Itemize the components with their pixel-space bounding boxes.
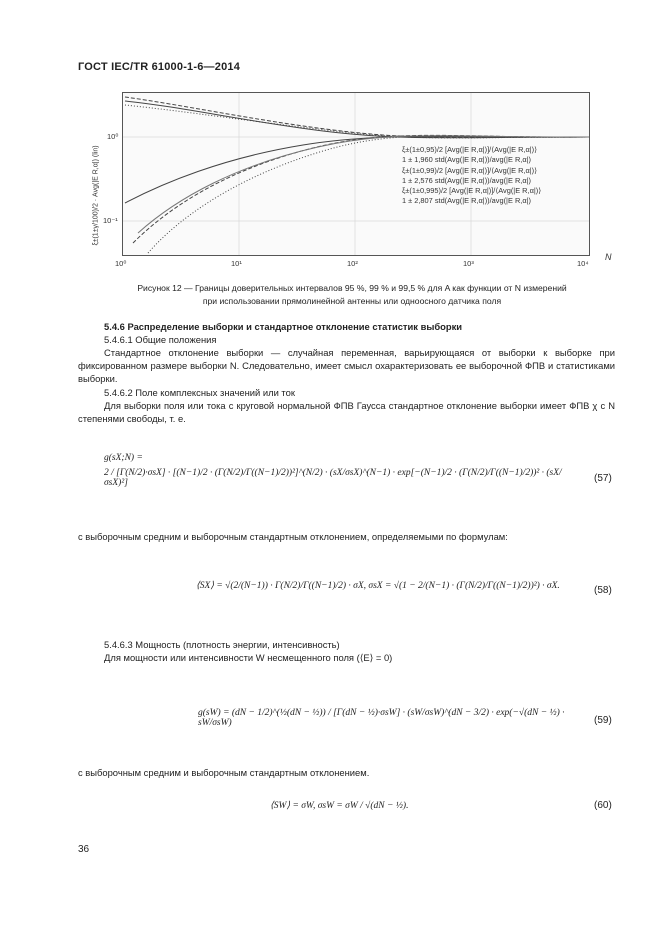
- legend-entry: 1 ± 2,807 std(Avg(|E R,α|))/avg(|E R,α|): [402, 196, 531, 206]
- x-tick-label: 10³: [463, 259, 474, 268]
- equation-58: ⟨SX⟩ = √(2/(N−1)) · Γ(N/2)/Γ((N−1)/2) · σX, σsX = √(1 − 2/(N−1) · (Γ(N/2)/Γ((N−1)/2))²) · σX.: [196, 581, 560, 591]
- legend-entry: ξ±(1±0,995)/2 [Avg(|E R,α|)]/⟨Avg(|E R,α|)⟩: [402, 186, 542, 196]
- paragraph: Стандартное отклонение выборки — случайная переменная, варьирующаяся от выборки к выборке при фиксированном размере выборки N. Следовательно, имеет смысл охарактеризовать ее выборочной ФПВ и статистиками выборки.: [78, 347, 615, 384]
- paragraph: с выборочным средним и выборочным стандартным отклонением.: [78, 767, 370, 778]
- figure-y-axis-label: ξ±(1±γ/100)/2 · Avg(|E R,α|) (lin): [92, 145, 100, 246]
- x-axis-label: N: [605, 252, 612, 262]
- y-tick-label: 10⁰: [107, 132, 119, 141]
- legend-entry: ξ±(1±0,99)/2 [Avg(|E R,α|)]/⟨Avg(|E R,α|)⟩: [402, 165, 538, 175]
- page-number: 36: [78, 844, 90, 855]
- legend-entry: 1 ± 1,960 std(Avg(|E R,α|))/avg(|E R,α|): [402, 155, 531, 165]
- equation-number: (58): [594, 585, 612, 596]
- x-tick-label: 10¹: [231, 259, 242, 268]
- paragraph: Для мощности или интенсивности W несмещенного поля (⟨E⟩ = 0): [104, 652, 393, 663]
- equation-57: 2 / [Γ(N/2)·σsX] · [(N−1)/2 · (Γ(N/2)/Γ((N−1)/2))²]^(N/2) · (sX/σsX)^(N−1) · exp[−(N−1)/2 · (Γ(N/2)/Γ((N−1)/2))² · (sX/σsX)²]: [104, 468, 562, 488]
- figure-caption: Рисунок 12 — Границы доверительных интервалов 95 %, 99 % и 99,5 % для A как функции от N измерений при использовании прямолинейной антенны или одноосного датчика поля: [137, 283, 567, 306]
- section-title: 5.4.6 Распределение выборки и стандартное отклонение статистик выборки: [104, 321, 463, 332]
- document-header: ГОСТ IEC/TR 61000-1-6—2014: [78, 61, 241, 73]
- x-tick-label: 10⁴: [577, 259, 589, 268]
- upper-bound-curve-2: [125, 97, 589, 137]
- paragraph: Для выборки поля или тока с круговой нормальной ФПВ Гаусса стандартное отклонение выборки имеет ФПВ χ с N степенями свободы, т. е.: [78, 400, 615, 424]
- figure-legend: [402, 145, 541, 207]
- equation-number: (57): [594, 473, 612, 484]
- y-tick-label: 10⁻¹: [103, 216, 118, 225]
- legend-entry: ξ±(1±0,95)/2 [Avg(|E R,α|)]/⟨Avg(|E R,α|)⟩: [402, 145, 538, 154]
- x-tick-label: 10²: [347, 259, 358, 268]
- x-tick-label: 10⁰: [115, 259, 127, 268]
- equation-60: ⟨SW⟩ = σW, σsW = σW / √(dN − ½).: [270, 801, 409, 811]
- paragraph: с выборочным средним и выборочным стандартным отклонением, определяемыми по формулам:: [78, 531, 508, 542]
- subsection-title: 5.4.6.1 Общие положения: [104, 334, 217, 345]
- equation-59: g(sW) = (dN − 1/2)^(½(dN − ½)) / [Γ(dN − ½)·σsW] · (sW/σsW)^(dN − 3/2) · exp(−√(dN − ½) · sW/σsW): [198, 708, 565, 728]
- equation-number: (59): [594, 715, 612, 726]
- legend-entry: 1 ± 2,576 std(Avg(|E R,α|))/avg(|E R,α|): [402, 175, 531, 185]
- equation-57-lhs: g(sX;N) =: [104, 453, 143, 463]
- equation-number: (60): [594, 800, 612, 811]
- subsection-title: 5.4.6.2 Поле комплексных значений или ток: [104, 387, 295, 398]
- subsection-title: 5.4.6.3 Мощность (плотность энергии, интенсивность): [104, 639, 340, 650]
